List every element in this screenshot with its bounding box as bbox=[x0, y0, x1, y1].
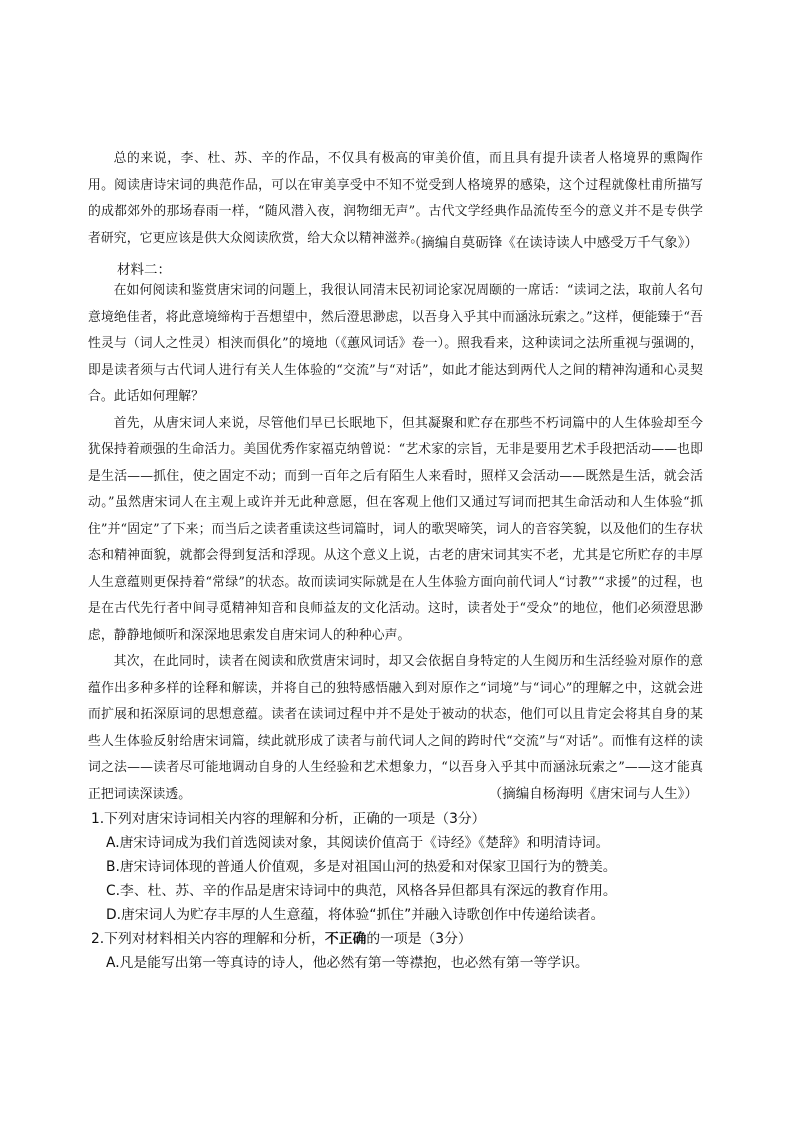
passage1-paragraph: 总的来说，李、杜、苏、辛的作品，不仅具有极高的审美价值，而且具有提升读者人格境界的熏陶作用。阅读唐诗宋词的典范作品，可以在审美享受中不知不觉受到人格境界的感染，这个过程就像杜甫所描写的成都郊外的那场春雨一样，“随风潜入夜，润物细无声”。古代文学经典作品流传至今的意义并不是专供学者研究，它更应该是供大众阅读欣赏，给大众以精神滋养。 bbox=[88, 151, 703, 246]
question-1-option-b: B.唐宋诗词体现的普通人价值观，多是对祖国山河的热爱和对保家卫国行为的赞美。 bbox=[106, 859, 617, 875]
material2-paragraph-2: 首先，从唐宋词人来说，尽管他们早已长眠地下，但其凝聚和贮存在那些不朽词篇中的人生体验却至今犹保持着顽强的生命活力。美国优秀作家福克纳曾说：“艺术家的宗旨，无非是要用艺术手段把活动——也即是生活——抓住，使之固定不动；而到一百年之后有陌生人来看时，照样又会活动——既然是生活，就会活动。”虽然唐宋词人在主观上或许并无此种意愿，但在客观上他们又通过写词而把其生命活动和人生体验“抓住”并“固定”了下来；而当后之读者重读这些词篇时，词人的歌哭啼笑，词人的音容笑貌，以及他们的生存状态和精神面貌，就都会得到复活和浮现。从这个意义上说，古老的唐宋词其实不老，尤其是它所贮存的丰厚人生意蕴则更保持着“常绿”的状态。故而读词实际就是在人生体验方面向前代词人“讨教”“求援”的过程，也是在古代先行者中间寻觅精神知音和良师益友的文化活动。这时，读者处于“受众”的地位，他们必须澄思渺虑，静静地倾听和深深地思索发自唐宋词人的种种心声。 bbox=[88, 415, 703, 643]
material2-paragraph-3: 其次，在此同时，读者在阅读和欣赏唐宋词时，却又会依据自身特定的人生阅历和生活经验对原作的意蕴作出多种多样的诠释和解读，并将自己的独特感悟融入到对原作之“词境”与“词心”的理解之中，这就会进而扩展和拓深原词的思想意蕴。读者在读词过程中并不是处于被动的状态，他们可以且肯定会将其自身的某些人生体验反射给唐宋词篇，续此就形成了读者与前代词人之间的跨时代“交流”与“对话”。而惟有这样的读词之法——读者尽可能地调动自身的人生经验和艺术想象力，“以吾身入乎其中而涵泳玩索之”——这才能真正把词读深读透。 bbox=[88, 654, 703, 802]
question-2-option-a: A.凡是能写出第一等真诗的诗人，他必然有第一等襟抱，也必然有第一等学识。 bbox=[106, 955, 589, 971]
material2-paragraph-1: 在如何阅读和鉴赏唐宋词的问题上，我很认同清末民初词论家况周颐的一席话：“读词之法，取前人名句意境绝佳者，将此意境缔构于吾想望中，然后澄思渺虑，以吾身入乎其中而涵泳玩索之。”这样，便能臻于“吾性灵与（词人之性灵）相浃而俱化”的境地（《蕙风词话》卷一）。照我看来，这种读词之法所重视与强调的，即是读者须与古代词人进行有关人生体验的“交流”与“对话”，如此才能达到两代人之间的精神沟通和心灵契合。此话如何理解？ bbox=[88, 283, 703, 404]
question-1-stem: 1.下列对唐宋诗词相关内容的理解和分析，正确的一项是（3分） bbox=[91, 811, 486, 827]
material2-source: （摘编自杨海明《唐宋词与人生》） bbox=[488, 786, 698, 802]
question-1-option-a: A.唐宋诗词成为我们首选阅读对象，其阅读价值高于《诗经》《楚辞》和明清诗词。 bbox=[106, 835, 610, 851]
question-1-option-d: D.唐宋词人为贮存丰厚的人生意蕴，将体验“抓住”并融入诗歌创作中传递给读者。 bbox=[106, 907, 605, 923]
passage1-source: （摘编自莫砺锋《在读诗读人中感受万千气象》） bbox=[407, 235, 698, 251]
material2-heading: 材料二： bbox=[117, 262, 171, 278]
question-2-stem-before: 2.下列对材料相关内容的理解和分析， bbox=[91, 931, 325, 947]
question-2-stem bbox=[91, 929, 472, 949]
question-2-stem-after: 的一项是（3分） bbox=[366, 931, 472, 947]
question-1-option-c: C.李、杜、苏、辛的作品是唐宋诗词中的典范，风格各异但都具有深远的教育作用。 bbox=[106, 883, 617, 899]
question-2-stem-emphasis: 不正确 bbox=[324, 931, 367, 947]
material2-body bbox=[88, 278, 703, 808]
